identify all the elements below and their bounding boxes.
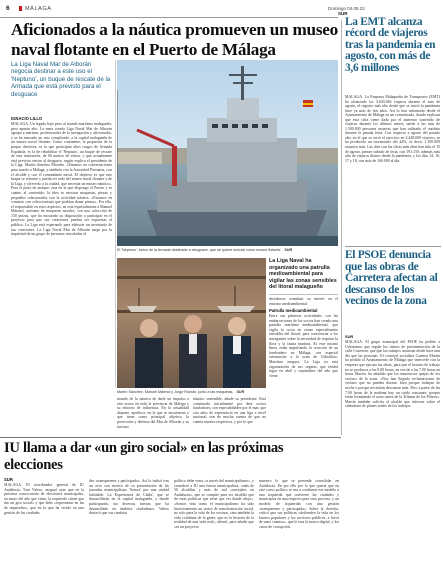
main-headline: Aficionados a la náutica promueven un museo naval flotante en el Puerto de Málaga	[11, 20, 338, 59]
main-body-col1: MÁLAGA. Un legado bajo peso al mundo marítimo malagueño, pero apunta alto. La meta creada Liga Naval Mar de Alborán agrupa a marinos, profesionales de la navegación y aficionados, y se ha marcado un reto complicado: a la capital malagueña de un museo naval flotante. Como continente, la propuesta de la propia directiva, es la que participan altos cargos de Armada Española, es la de rehabilitar el 'Neptuno', un buque de rescate de esta institución, de 60 metros de eslora, y que actualmente está previsto enviar al desguace, según explica el presidente de la Liga, Martín Sánchez Morales. «Estamos en conversaciones para traerlo a Málaga, y también con la Autoridad Portuaria, con el alcalde y con el comandante naval. El objetivo es que este buque se reforme y pueda ser sede del museo naval flotante y de la Liga, y ofrecerlo a la ciudad, que necesita un museo náutico». Para el perío de atraque, esta en la que dispongo el Puerto y es cuanto al contenido, la idea es mostrar maquetas, piezas y pequeños relacionados con la actividad náutica. «Estamos en contacto con coleccionistas que podrían donar piezas». Por ello, el responsable en estos aspectos, en esta especialmente a Manuel Mármol, artesano de maquetas navales, con una colección de 150 piezas, que ha mostrado su disposición a participar en el proyecto para que sus creaciones puedan ser expuestas al público. La Liga está esperando para elaborar un inventario de sus creaciones. La Liga Naval Mar de Alborán surge por la inquietud de un grupo de personas vinculadas al	[11, 122, 112, 237]
section-marker	[19, 6, 22, 11]
iu-col1: MÁLAGA. El coordinador general de IU Andalucía, Toni Valero, aseguró ayer que en la próxima convocatoria de elecciones municipales, en mayo del año que viene, la izquierda «tiene que dar un giro social» y que debe «representar en las de izquierdas», que en lo que ha vivido en una gestión de las ciudades	[4, 483, 84, 515]
photo-credit: SUR	[284, 248, 293, 252]
psoe-headline: El PSOE denuncia que las obras de Carretera afectan al descanso de los vecinos de la zona	[345, 249, 438, 307]
pullquote-rule	[269, 294, 338, 295]
page-number: 6	[6, 5, 10, 12]
header-rule	[0, 17, 338, 18]
iu-col3: político debe venir «a través del municipalismo», y consideró a IU una fuerza municipalista, «más de 50 alcaldías y más de mil concejales en Andalucía», que se compite para ser alcaldía que de estas políticas que tiene que ver donde alojo». «Somos vida como el municipalismo ha sido históricamente un sector de transformación social, no solo para la vida de los vecinos, sino también la vida cotidiana de la gente, que es la historia de la realidad de una vida real», afirmó, para añadir que «es un proyecto	[174, 479, 254, 529]
brand-name: SUR	[338, 11, 348, 16]
subhead-patrulla: Patrulla medioambiental	[269, 308, 318, 313]
bottom-article-rule	[0, 437, 341, 438]
iu-byline: SUR	[4, 477, 13, 482]
sidebar-divider	[341, 20, 342, 435]
people-illustration	[117, 258, 266, 388]
ship-illustration	[117, 60, 338, 246]
main-body-col2: mundo de la náutica de darle un impulso a este sector en toda la provincia de Málaga y su entorno de influencia. En la actualidad dispone, apolítica, en la que se encuentran y que tiene como principal objetivo la protección y defensa del Mar de Alborán y su turismo	[117, 397, 189, 429]
iu-headline: IU llama a dar «un giro social» en las próximas elecciones	[4, 440, 284, 473]
emt-headline: La EMT alcanza récord de viajeros tras la pandemia en agosto, con más de 3,6 millones	[345, 16, 436, 74]
main-byline: IGNACIO LILLO	[11, 116, 43, 121]
caption2-text: Martín Sánchez, Manuel Mármol y Jorge Román, junto a las maquetas.	[117, 390, 234, 394]
photo2-credit: SUR	[236, 390, 245, 394]
caption-text: El 'Neptuno', barco de la Armada destinado a desguace, que se quiere reciclar como museo flotante.	[117, 248, 282, 252]
ship-photo-caption	[117, 248, 338, 252]
iu-col4: muestro lo que se pretende consolidar en Andalucía. En por ello por lo que quería que en este curso político se sea a confirmar ese modelo a una izquierda que convierte las ciudades y municipios en una respecto para soso proceso, y un modelo de izquierdas con una gestión «transparente y participada». Sobre la derecha, criticó que sus políticas «defienden la vida en los barrios populares y los servicios públicos, a favor de unos cuantos», que le tasa la marca digital, y los casos de corrupción.	[259, 479, 339, 529]
main-body-col3: náutico sostenible, añade su presidente. Está constituida inicialmente por diez socios fundadores, con especialidades por el mar, que con años de experiencia en una liga a nivel nacional, son de mucha cuenta de que no cuenta nuestra respectiva, y por lo que	[193, 397, 266, 424]
main-body-col4-top: decidieron constituir su interés en el entorno medioambiental.	[269, 297, 338, 306]
main-deck: La Liga Naval Mar de Alborán negocia destinar a este uso el 'Neptuno', un buque de rescate de la Armada que está previsto para el desguace	[11, 61, 111, 98]
emt-body: MÁLAGA. La Empresa Malagueña de Transportes (EMT) ha alcanzado los 3.620.046 viajeros durante el mes de agosto, el registro más alto desde que se inició la pandemia hace ya más de dos años. Así lo han informado desde el Ayuntamiento de Málaga en un comunicado, donde explican que está cifra viene dada por el aumento sostenido de viajeros durante los últimos meses, unido a las más de 1.500.000 personas usuarias que han utilizado el autobús durante la pasada feria. Con respecto a agosto del pasado año, en el que se cerró el ejercicio en 2.448.000 viajeros, se ha producido un incremento del 44%, es decir, 1.100.000 usuarios más. Las diez con las cifras más altas han sido el 15 de agosto, primer sábado de feria, con 191.150, además más alto de viajeros diarios desde la pandemia; y los días 14, 16, 17 y 18, con más de 160.000 al día.	[345, 95, 440, 163]
iu-col2: des «transparente y participada». Así lo indicó tras un acto con motivo de su presentación de las jornadas municipalistas 'Somos' por una ciudad habitable. La Experiencia de Cádiz', que se desarrollarán en la capital malagueña, y donde participarán, sus diversas fuerzas que ha desarrollado en ámbitos ciudadanos. Valero destacó que sus cambios	[89, 479, 169, 516]
issue-date: Domingo 04.09.22	[328, 5, 365, 11]
psoe-body: MÁLAGA. El grupo municipal del PSOE ha pedido a Urbanismo que regule los ritmos de pavimentación de la calle Carretera, que que las trabajos arrancan desde hace una día que las personas. El concejal socialista Carmen Martín ha pedido al Ayuntamiento de Málaga que intercede con la empresa que ejecuta las obras, para que el horario de trabajo no se produzca a las 9.00 horas, en vez de a las 7.00 horas en horas Martín, ha añadido que los numerosos quejas de los vecinos de la zona. «Nos han llegado reclamaciones de vecinos que no pueden dormir, bien porque trabajan de noche o porque necesitan descansar más. Pero a partir de las 7.00 horas de la mañana hay un ruido constante, porque están levantando el acero antes de la Tribuna de los Pobres». Martín también solicita al alcalde que informe sobre el calendario de planes reales de los trabajos.	[345, 340, 440, 409]
people-photo-caption	[117, 390, 277, 394]
psoe-brand: SUR	[345, 334, 354, 339]
people-photo	[117, 258, 266, 388]
main-body-col4: Entre sus primeras actividades, con las embarcaciones de los socios han creado una patrulla marítima medioambiental, que vigila la costa en zonas especialmente sensibles del litoral, para concienciar a los navegantes sobre la necesidad de respetar la flora y la fauna marinas. Es este mismo línea, están impulsando la creación de un fondeadero en Málaga, con especial orientación a la zona de Gibralfaro, Martínez asegura. La Liga ya está organización de sus regatas, que tendrá lugar en abril y septiembre del año que viene.	[269, 314, 338, 378]
ship-photo	[117, 60, 338, 246]
section-name: MÁLAGA	[25, 5, 52, 12]
column-rule	[115, 60, 116, 387]
pullquote: La Liga Naval ha organizado una patrulla medioambiental para vigilar las zonas sensibles del litoral malagueño	[269, 258, 337, 290]
sidebar-split-rule	[345, 246, 441, 247]
